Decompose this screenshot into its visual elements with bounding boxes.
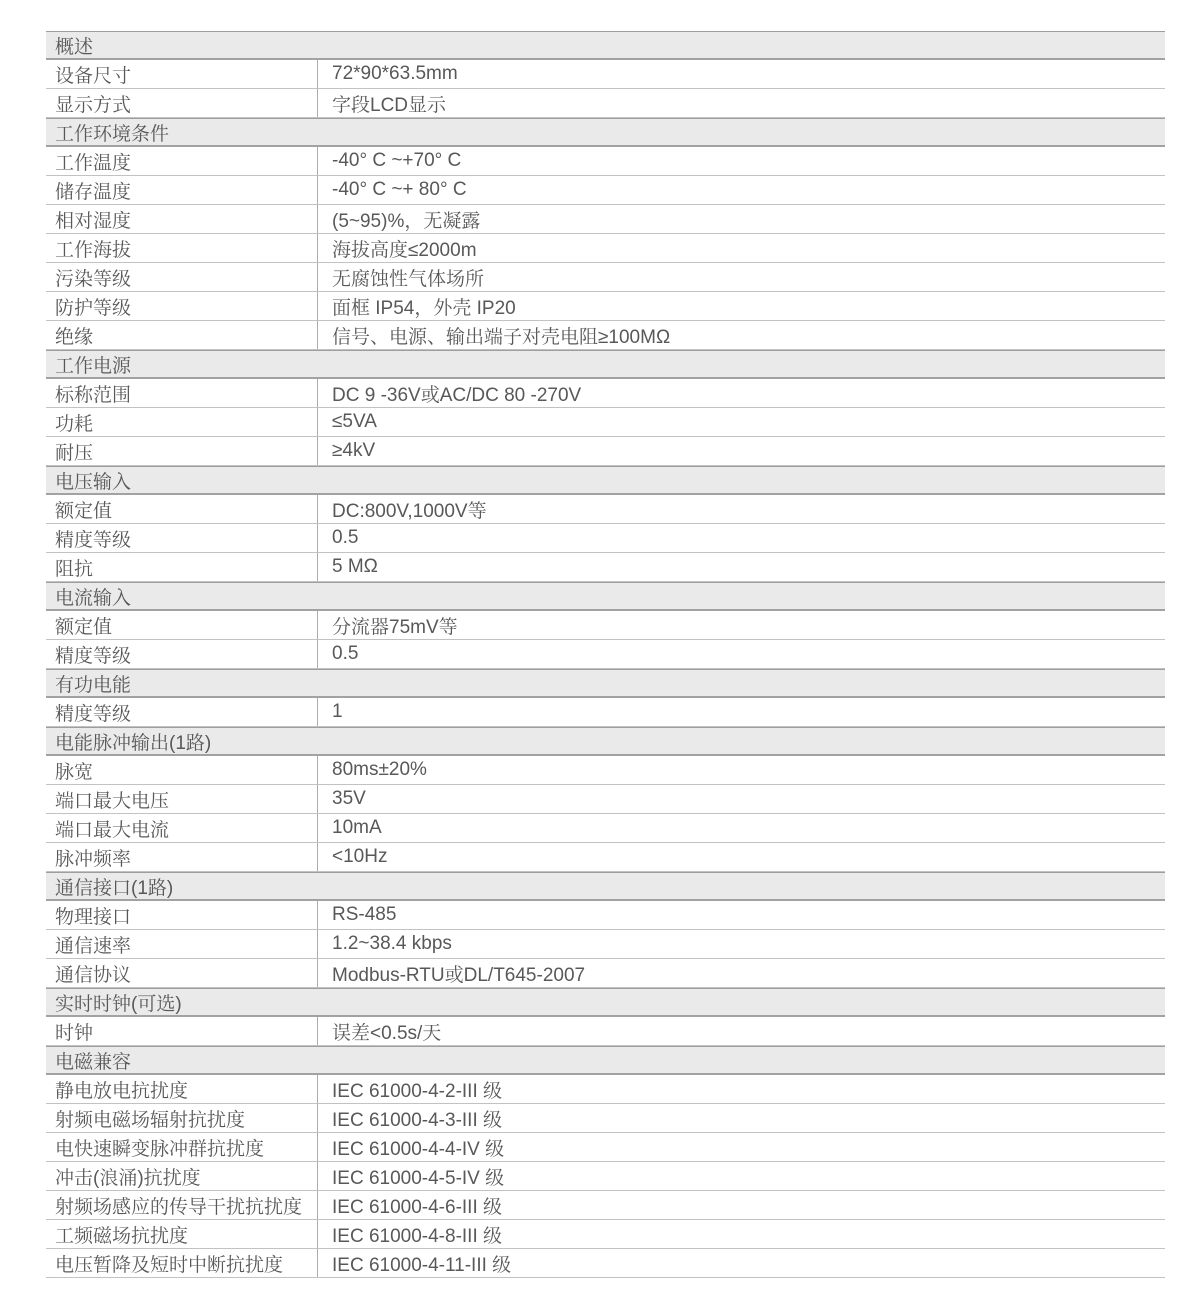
section-title: 电能脉冲输出(1路) xyxy=(55,732,212,754)
table-row xyxy=(46,1191,1165,1220)
spec-label: 工作温度 xyxy=(46,147,318,175)
table-row xyxy=(46,176,1165,205)
spec-value: 1 xyxy=(332,701,343,722)
spec-value: IEC 61000-4-3-III 级 xyxy=(332,1109,503,1131)
table-row xyxy=(46,1162,1165,1191)
spec-value: 80ms±20% xyxy=(332,759,427,780)
table-row xyxy=(46,437,1165,466)
spec-value: 字段LCD显示 xyxy=(332,94,447,116)
spec-value: 35V xyxy=(332,788,366,809)
table-row xyxy=(46,379,1165,408)
spec-value: 0.5 xyxy=(332,643,359,664)
spec-label: 通信速率 xyxy=(46,930,318,958)
spec-label: 精度等级 xyxy=(46,698,318,726)
spec-label: 冲击(浪涌)抗扰度 xyxy=(46,1162,318,1190)
spec-label: 电快速瞬变脉冲群抗扰度 xyxy=(46,1133,318,1161)
section-header xyxy=(46,31,1165,60)
section-title: 通信接口(1路) xyxy=(55,877,174,899)
spec-value: 面框 IP54，外壳 IP20 xyxy=(332,297,516,319)
table-row xyxy=(46,205,1165,234)
spec-value: 无腐蚀性气体场所 xyxy=(332,268,485,290)
spec-label: 设备尺寸 xyxy=(46,60,318,88)
spec-label: 静电放电抗扰度 xyxy=(46,1075,318,1103)
spec-value: 误差<0.5s/天 xyxy=(332,1022,442,1044)
section-header xyxy=(46,669,1165,698)
spec-value: 0.5 xyxy=(332,527,359,548)
section-title: 工作电源 xyxy=(55,355,132,377)
section-header xyxy=(46,988,1165,1017)
spec-value: Modbus-RTU或DL/T645-2007 xyxy=(332,964,586,986)
spec-value: -40° C ~+ 80° C xyxy=(332,179,467,200)
table-row xyxy=(46,1017,1165,1046)
spec-label: 端口最大电压 xyxy=(46,785,318,813)
table-row xyxy=(46,1249,1165,1278)
spec-label: 工频磁场抗扰度 xyxy=(46,1220,318,1248)
spec-value: -40° C ~+70° C xyxy=(332,150,462,171)
table-row xyxy=(46,147,1165,176)
table-row xyxy=(46,263,1165,292)
spec-value: IEC 61000-4-6-III 级 xyxy=(332,1196,503,1218)
spec-value: IEC 61000-4-4-IV 级 xyxy=(332,1138,505,1160)
spec-value: IEC 61000-4-5-IV 级 xyxy=(332,1167,505,1189)
spec-value: RS-485 xyxy=(332,904,397,925)
table-row xyxy=(46,785,1165,814)
section-header xyxy=(46,118,1165,147)
table-row xyxy=(46,234,1165,263)
table-row xyxy=(46,292,1165,321)
spec-label: 储存温度 xyxy=(46,176,318,204)
section-header xyxy=(46,872,1165,901)
section-header xyxy=(46,466,1165,495)
spec-label: 耐压 xyxy=(46,437,318,465)
spec-label: 标称范围 xyxy=(46,379,318,407)
spec-value: 分流器75mV等 xyxy=(332,616,458,638)
spec-value: IEC 61000-4-2-III 级 xyxy=(332,1080,503,1102)
section-title: 工作环境条件 xyxy=(55,123,170,145)
section-title: 电磁兼容 xyxy=(55,1051,132,1073)
table-row xyxy=(46,698,1165,727)
section-header xyxy=(46,1046,1165,1075)
table-row xyxy=(46,1133,1165,1162)
section-title: 概述 xyxy=(55,36,94,58)
spec-value: 5 MΩ xyxy=(332,556,378,577)
table-row xyxy=(46,843,1165,872)
table-row xyxy=(46,408,1165,437)
table-row xyxy=(46,640,1165,669)
spec-label: 端口最大电流 xyxy=(46,814,318,842)
spec-value: 72*90*63.5mm xyxy=(332,63,458,84)
table-row xyxy=(46,1104,1165,1133)
spec-value: 海拔高度≤2000m xyxy=(332,239,477,261)
spec-value: 信号、电源、输出端子对壳电阻≥100MΩ xyxy=(332,326,671,348)
spec-label: 物理接口 xyxy=(46,901,318,929)
spec-label: 额定值 xyxy=(46,611,318,639)
table-row xyxy=(46,495,1165,524)
section-header xyxy=(46,727,1165,756)
spec-label: 精度等级 xyxy=(46,524,318,552)
table-row xyxy=(46,553,1165,582)
spec-label: 通信协议 xyxy=(46,959,318,987)
spec-label: 电压暂降及短时中断抗扰度 xyxy=(46,1249,318,1277)
spec-label: 显示方式 xyxy=(46,89,318,117)
spec-value: DC:800V,1000V等 xyxy=(332,500,487,522)
spec-label: 阻抗 xyxy=(46,553,318,581)
section-title: 实时时钟(可选) xyxy=(55,993,182,1015)
spec-value: ≥4kV xyxy=(332,440,376,461)
spec-label: 射频电磁场辐射抗扰度 xyxy=(46,1104,318,1132)
table-row xyxy=(46,611,1165,640)
table-row xyxy=(46,1220,1165,1249)
section-title: 有功电能 xyxy=(55,674,132,696)
spec-label: 时钟 xyxy=(46,1017,318,1045)
table-row xyxy=(46,1075,1165,1104)
spec-value: DC 9 -36V或AC/DC 80 -270V xyxy=(332,384,582,406)
table-row xyxy=(46,959,1165,988)
spec-label: 脉宽 xyxy=(46,756,318,784)
spec-label: 工作海拔 xyxy=(46,234,318,262)
spec-label: 额定值 xyxy=(46,495,318,523)
spec-label: 防护等级 xyxy=(46,292,318,320)
spec-value: 10mA xyxy=(332,817,382,838)
section-title: 电流输入 xyxy=(55,587,132,609)
table-row xyxy=(46,930,1165,959)
spec-label: 射频场感应的传导干扰抗扰度 xyxy=(46,1191,318,1219)
spec-value: IEC 61000-4-8-III 级 xyxy=(332,1225,503,1247)
spec-label: 相对湿度 xyxy=(46,205,318,233)
table-row xyxy=(46,60,1165,89)
spec-value: ≤5VA xyxy=(332,411,377,432)
section-header xyxy=(46,350,1165,379)
spec-label: 脉冲频率 xyxy=(46,843,318,871)
spec-table xyxy=(46,31,1165,1278)
spec-label: 污染等级 xyxy=(46,263,318,291)
spec-label: 绝缘 xyxy=(46,321,318,349)
table-row xyxy=(46,524,1165,553)
spec-value: (5~95)%，无凝露 xyxy=(332,210,481,232)
section-header xyxy=(46,582,1165,611)
table-row xyxy=(46,321,1165,350)
spec-value: 1.2~38.4 kbps xyxy=(332,933,452,954)
spec-label: 功耗 xyxy=(46,408,318,436)
table-row xyxy=(46,901,1165,930)
spec-label: 精度等级 xyxy=(46,640,318,668)
table-row xyxy=(46,814,1165,843)
table-row xyxy=(46,756,1165,785)
spec-value: <10Hz xyxy=(332,846,388,867)
spec-value: IEC 61000-4-11-III 级 xyxy=(332,1254,512,1276)
table-row xyxy=(46,89,1165,118)
section-title: 电压输入 xyxy=(55,471,132,493)
